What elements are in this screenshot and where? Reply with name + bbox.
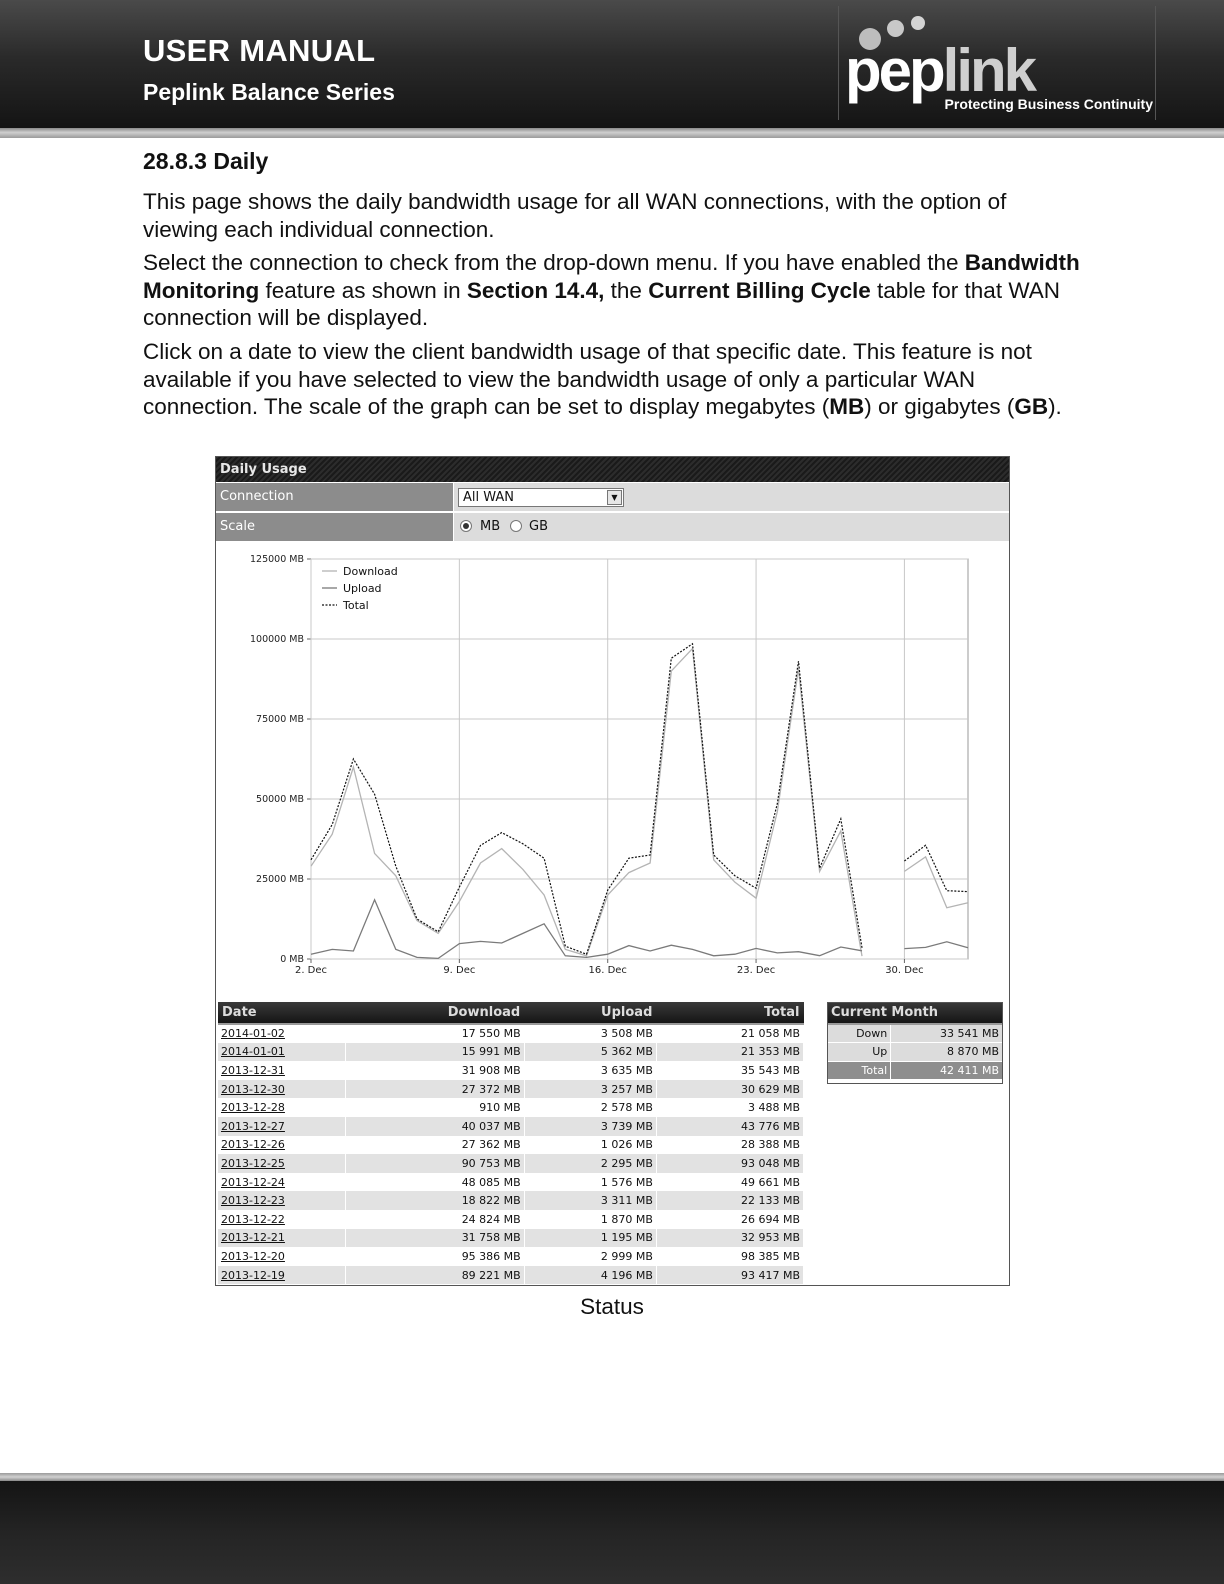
logo-dot-icon xyxy=(887,20,904,37)
section-heading: 28.8.3 Daily xyxy=(143,148,269,174)
y-tick-label: 50000 MB xyxy=(256,794,304,805)
cell-upload: 3 311 MB xyxy=(524,1191,656,1210)
cell-upload: 2 295 MB xyxy=(524,1154,656,1173)
x-tick-label: 2. Dec xyxy=(294,965,328,976)
date-link[interactable]: 2013-12-24 xyxy=(218,1173,345,1192)
panel-title: Daily Usage xyxy=(216,457,1009,482)
paragraph-scale xyxy=(143,338,1083,421)
current-month-row-up xyxy=(827,1043,1003,1062)
table-row xyxy=(218,1043,804,1062)
date-link[interactable]: 2013-12-25 xyxy=(218,1154,345,1173)
cell-upload: 2 578 MB xyxy=(524,1098,656,1117)
plot-area xyxy=(311,559,968,959)
table-row xyxy=(218,1154,804,1173)
table-row xyxy=(218,1210,804,1229)
cell-upload: 2 999 MB xyxy=(524,1247,656,1266)
cell-upload: 3 635 MB xyxy=(524,1061,656,1080)
paragraph-connection xyxy=(143,249,1083,332)
table-row xyxy=(218,1024,804,1043)
date-link[interactable]: 2013-12-23 xyxy=(218,1191,345,1210)
x-tick-label: 30. Dec xyxy=(885,965,924,976)
date-link[interactable]: 2013-12-28 xyxy=(218,1098,345,1117)
y-tick-label: 125000 MB xyxy=(250,554,304,565)
cell-total: 93 417 MB xyxy=(656,1266,803,1285)
table-header-row xyxy=(827,1002,1003,1024)
current-month-value: 8 870 MB xyxy=(891,1043,1003,1062)
cell-download: 17 550 MB xyxy=(345,1024,524,1043)
header-divider xyxy=(0,128,1224,138)
daily-usage-chart xyxy=(216,545,1009,995)
bold-term: Current Billing Cycle xyxy=(648,277,871,303)
cell-total: 30 629 MB xyxy=(656,1080,803,1099)
x-tick-label: 9. Dec xyxy=(443,965,476,976)
section-reference: Section 14.4, xyxy=(466,277,605,303)
column-header-total[interactable]: Total xyxy=(656,1002,803,1024)
scale-label: Scale xyxy=(216,513,453,541)
y-tick-label: 25000 MB xyxy=(256,874,304,885)
text-run: Select the connection to check from the drop-down menu. If you have enabled the xyxy=(143,250,965,275)
cell-total: 35 543 MB xyxy=(656,1061,803,1080)
current-month-label: Up xyxy=(827,1043,891,1062)
cell-download: 18 822 MB xyxy=(345,1191,524,1210)
cell-download: 31 908 MB xyxy=(345,1061,524,1080)
current-month-label: Down xyxy=(827,1024,891,1043)
date-link[interactable]: 2013-12-20 xyxy=(218,1247,345,1266)
legend-label-upload: Upload xyxy=(343,582,382,595)
table-row xyxy=(218,1117,804,1136)
cell-download: 89 221 MB xyxy=(345,1266,524,1285)
legend-label-total: Total xyxy=(343,599,369,612)
date-link[interactable]: 2014-01-02 xyxy=(218,1024,345,1043)
current-month-row-total xyxy=(827,1061,1003,1080)
date-link[interactable]: 2013-12-31 xyxy=(218,1061,345,1080)
date-link[interactable]: 2013-12-22 xyxy=(218,1210,345,1229)
bold-term: MB xyxy=(829,394,865,419)
cell-upload: 4 196 MB xyxy=(524,1266,656,1285)
footer-divider xyxy=(0,1473,1224,1481)
cell-total: 32 953 MB xyxy=(656,1229,803,1248)
cell-total: 21 353 MB xyxy=(656,1043,803,1062)
x-tick-label: 16. Dec xyxy=(588,965,627,976)
cell-total: 21 058 MB xyxy=(656,1024,803,1043)
date-link[interactable]: 2013-12-27 xyxy=(218,1117,345,1136)
cell-total: 93 048 MB xyxy=(656,1154,803,1173)
connection-label: Connection xyxy=(216,483,453,511)
table-row xyxy=(218,1080,804,1099)
table-row xyxy=(218,1173,804,1192)
cell-download: 15 991 MB xyxy=(345,1043,524,1062)
logo-wordmark-dark: pep xyxy=(845,37,943,104)
text-run: Click on a date to view the client bandwidth usage of that specific date. This feature is not available if you have selected to view the bandwidth usage of only a particular WAN connection. The scale of the graph can be set to display megabytes ( xyxy=(143,339,1032,419)
cell-download: 95 386 MB xyxy=(345,1247,524,1266)
logo-dot-icon xyxy=(911,16,925,30)
current-month-row-down xyxy=(827,1024,1003,1043)
cell-upload: 1 026 MB xyxy=(524,1136,656,1155)
cell-upload: 1 870 MB xyxy=(524,1210,656,1229)
cell-download: 31 758 MB xyxy=(345,1229,524,1248)
current-month-value: 33 541 MB xyxy=(891,1024,1003,1043)
bold-term: Bandwidth Monitoring xyxy=(143,250,1080,303)
date-link[interactable]: 2013-12-26 xyxy=(218,1136,345,1155)
column-header-download[interactable]: Download xyxy=(345,1002,524,1024)
chevron-down-icon[interactable]: ▼ xyxy=(607,490,622,505)
cell-download: 90 753 MB xyxy=(345,1154,524,1173)
cell-total: 28 388 MB xyxy=(656,1136,803,1155)
table-row xyxy=(218,1136,804,1155)
daily-usage-table xyxy=(218,1002,804,1284)
cell-download: 40 037 MB xyxy=(345,1117,524,1136)
cell-upload: 3 257 MB xyxy=(524,1080,656,1099)
cell-upload: 3 739 MB xyxy=(524,1117,656,1136)
page-header xyxy=(0,0,1224,128)
text-run: feature as shown in xyxy=(259,277,467,303)
text-run: ). xyxy=(1048,394,1062,419)
current-month-value: 42 411 MB xyxy=(891,1061,1003,1080)
text-run: the xyxy=(604,277,649,303)
cell-download: 24 824 MB xyxy=(345,1210,524,1229)
cell-upload: 5 362 MB xyxy=(524,1043,656,1062)
table-row xyxy=(218,1098,804,1117)
peplink-logo xyxy=(838,6,1156,120)
logo-wordmark-light: link xyxy=(942,37,1035,104)
date-link[interactable]: 2013-12-19 xyxy=(218,1266,345,1285)
current-month-table xyxy=(827,1002,1003,1080)
bold-term: GB xyxy=(1014,394,1049,419)
text-run: table for that WAN connection will be displayed. xyxy=(143,277,1060,330)
paragraph-intro: This page shows the daily bandwidth usage for all WAN connections, with the option of viewing each individual connection. xyxy=(143,189,1007,242)
manual-subtitle: Peplink Balance Series xyxy=(143,79,395,105)
cell-total: 43 776 MB xyxy=(656,1117,803,1136)
current-month-rows xyxy=(827,1024,1003,1080)
cell-total: 22 133 MB xyxy=(656,1191,803,1210)
table-row xyxy=(218,1229,804,1248)
table-row xyxy=(218,1061,804,1080)
cell-download: 27 372 MB xyxy=(345,1080,524,1099)
current-month-label: Total xyxy=(827,1061,891,1080)
manual-title: USER MANUAL xyxy=(143,33,376,68)
cell-upload: 1 195 MB xyxy=(524,1229,656,1248)
column-header-upload[interactable]: Upload xyxy=(524,1002,656,1024)
scale-row xyxy=(216,512,1009,541)
x-tick-label: 23. Dec xyxy=(736,965,776,976)
scale-mb-label[interactable]: MB xyxy=(480,519,501,534)
connection-value-cell xyxy=(454,483,1009,511)
date-link[interactable]: 2013-12-30 xyxy=(218,1080,345,1099)
table-row xyxy=(218,1247,804,1266)
text-run: ) or gigabytes ( xyxy=(864,394,1015,419)
cell-total: 49 661 MB xyxy=(656,1173,803,1192)
daily-usage-rows xyxy=(218,1024,804,1284)
current-month-header: Current Month xyxy=(827,1002,1003,1024)
scale-gb-radio[interactable] xyxy=(510,520,522,532)
connection-select-value: All WAN xyxy=(463,490,515,505)
cell-download: 27 362 MB xyxy=(345,1136,524,1155)
date-link[interactable]: 2013-12-21 xyxy=(218,1229,345,1248)
cell-download: 910 MB xyxy=(345,1098,524,1117)
page-footer xyxy=(0,1481,1224,1584)
daily-usage-panel xyxy=(215,456,1010,1286)
table-header-row xyxy=(218,1002,804,1024)
scale-value-cell xyxy=(454,513,1009,541)
cell-download: 48 085 MB xyxy=(345,1173,524,1192)
cell-upload: 1 576 MB xyxy=(524,1173,656,1192)
y-tick-label: 75000 MB xyxy=(256,714,304,725)
legend-label-download: Download xyxy=(343,565,398,578)
cell-total: 98 385 MB xyxy=(656,1247,803,1266)
cell-total: 26 694 MB xyxy=(656,1210,803,1229)
figure-caption: Status xyxy=(580,1294,644,1319)
y-tick-label: 100000 MB xyxy=(250,634,304,645)
y-tick-label: 0 MB xyxy=(280,954,304,965)
connection-row xyxy=(216,482,1009,511)
cell-upload: 3 508 MB xyxy=(524,1024,656,1043)
scale-gb-label[interactable]: GB xyxy=(529,519,548,534)
logo-tagline: Protecting Business Continuity xyxy=(944,96,1153,112)
cell-total: 3 488 MB xyxy=(656,1098,803,1117)
scale-mb-radio[interactable] xyxy=(460,520,472,532)
date-link[interactable]: 2014-01-01 xyxy=(218,1043,345,1062)
connection-select[interactable] xyxy=(458,488,624,507)
table-row xyxy=(218,1266,804,1285)
column-header-date[interactable]: Date xyxy=(218,1002,345,1024)
table-row xyxy=(218,1191,804,1210)
